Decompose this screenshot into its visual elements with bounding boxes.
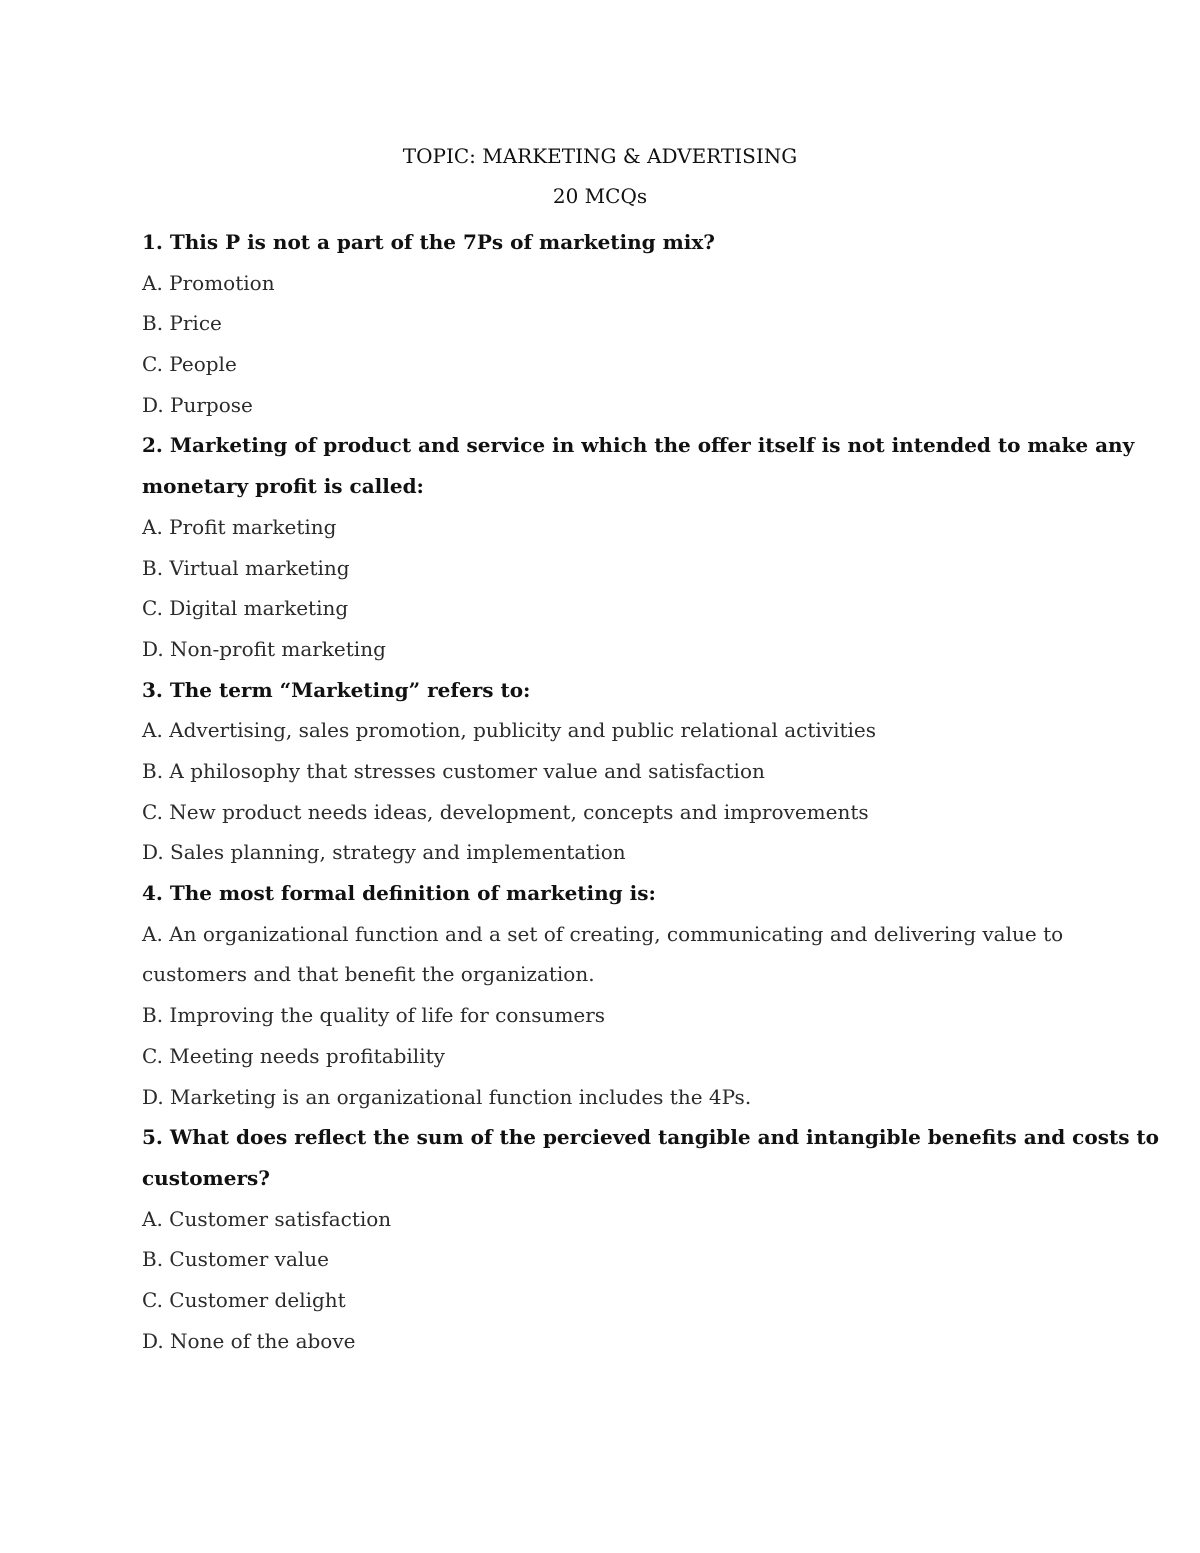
document-subtitle: 20 MCQs: [552, 184, 648, 208]
question-3-option-b: B. A philosophy that stresses customer value and satisfaction: [142, 759, 765, 783]
question-1-option-c: C. People: [142, 352, 237, 377]
question-4-option-b: B. Improving the quality of life for consumers: [142, 1003, 606, 1028]
question-4-option-d: D. Marketing is an organizational function includes the 4Ps.: [142, 1084, 752, 1109]
document-title: TOPIC: MARKETING & ADVERTISING: [402, 144, 798, 168]
question-2-option-a: A. Profit marketing: [142, 514, 337, 539]
question-text: 3. The term “Marketing” refers to:: [142, 677, 531, 702]
question-4: [142, 873, 1072, 914]
question-5: [142, 1117, 1159, 1198]
question-3-option-c: C. New product needs ideas, development, concepts and improvements: [142, 799, 869, 824]
option-text: customers and that benefit the organization.: [142, 962, 595, 987]
question-4-option-c: C. Meeting needs profitability: [142, 1043, 445, 1068]
question-1: [142, 222, 1072, 263]
question-text: 4. The most formal definition of marketing is:: [142, 881, 656, 906]
question-1-option-a: A. Promotion: [142, 270, 275, 295]
question-4-option-a: [142, 914, 1072, 995]
question-1-option-b: B. Price: [142, 311, 222, 336]
question-2-option-d: D. Non-profit marketing: [142, 636, 386, 661]
question-5-option-b: B. Customer value: [142, 1247, 329, 1272]
question-text: 5. What does reflect the sum of the percieved tangible and intangible benefits and costs to: [142, 1125, 1159, 1150]
question-3-option-d: D. Sales planning, strategy and implementation: [142, 840, 626, 865]
question-1-option-d: D. Purpose: [142, 392, 253, 417]
question-5-option-a: A. Customer satisfaction: [142, 1206, 392, 1231]
questions-list: [142, 222, 1159, 1361]
question-2: [142, 425, 1135, 506]
question-2-option-b: B. Virtual marketing: [142, 555, 350, 580]
question-2-option-c: C. Digital marketing: [142, 596, 349, 621]
question-text: monetary profit is called:: [142, 474, 424, 499]
question-text: 1. This P is not a part of the 7Ps of marketing mix?: [142, 230, 716, 254]
question-text: 2. Marketing of product and service in which the offer itself is not intended to make any: [142, 433, 1135, 458]
question-text: customers?: [142, 1165, 270, 1190]
question-3-option-a: A. Advertising, sales promotion, publicity and public relational activities: [142, 718, 877, 743]
question-5-option-d: D. None of the above: [142, 1328, 356, 1353]
question-5-option-c: C. Customer delight: [142, 1288, 346, 1313]
question-3: [142, 670, 1072, 711]
option-text: A. An organizational function and a set of creating, communicating and delivering value to: [142, 921, 1064, 946]
